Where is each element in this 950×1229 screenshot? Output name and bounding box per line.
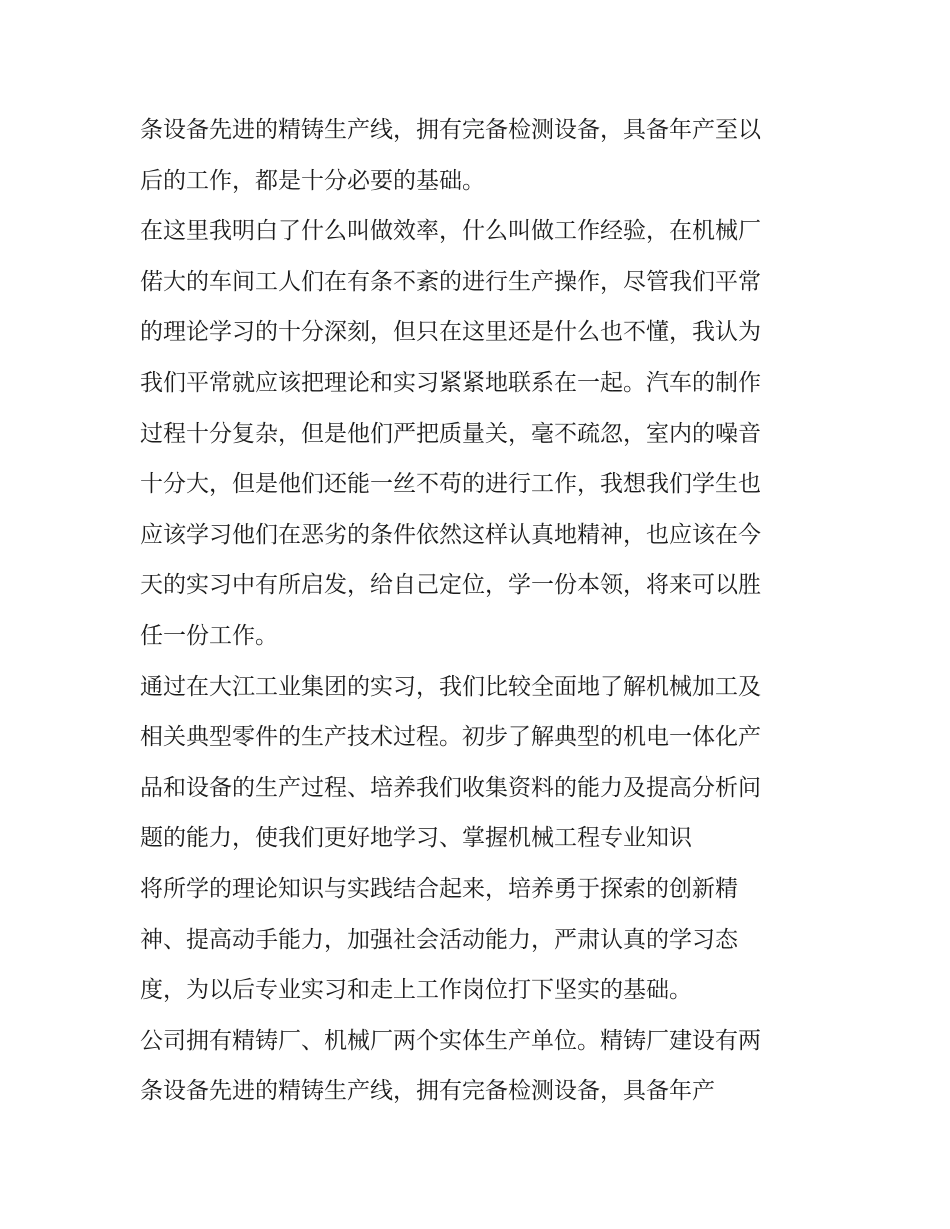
text-line: 神、提高动手能力，加强社会活动能力，严肃认真的学习态: [140, 926, 738, 953]
text-line: 十分大，但是他们还能一丝不苟的进行工作，我想我们学生也: [140, 471, 761, 498]
text-line: 在这里我明白了什么叫做效率，什么叫做工作经验，在机械厂: [140, 218, 761, 245]
text-line: 度，为以后专业实习和走上工作岗位打下坚实的基础。: [140, 977, 692, 1004]
text-line: 的理论学习的十分深刻，但只在这里还是什么也不懂，我认为: [140, 319, 761, 346]
text-line: 通过在大江工业集团的实习，我们比较全面地了解机械加工及: [140, 673, 761, 700]
text-line: 公司拥有精铸厂、机械厂两个实体生产单位。精铸厂建设有两: [140, 1027, 761, 1054]
text-line: 条设备先进的精铸生产线，拥有完备检测设备，具备年产: [140, 1078, 715, 1105]
text-line: 过程十分复杂，但是他们严把质量关，毫不疏忽，室内的噪音: [140, 420, 761, 447]
text-line: 条设备先进的精铸生产线，拥有完备检测设备，具备年产至以: [140, 117, 761, 143]
text-line: 天的实习中有所启发，给自己定位，学一份本领，将来可以胜: [140, 572, 761, 599]
text-line: 将所学的理论知识与实践结合起来，培养勇于探索的创新精: [140, 875, 738, 902]
text-line: 偌大的车间工人们在有条不紊的进行生产操作，尽管我们平常: [140, 268, 761, 295]
text-line: 任一份工作。: [140, 622, 278, 649]
text-line: 我们平常就应该把理论和实习紧紧地联系在一起。汽车的制作: [140, 369, 761, 396]
text-line: 应该学习他们在恶劣的条件依然这样认真地精神，也应该在今: [140, 521, 761, 548]
text-line: 题的能力，使我们更好地学习、掌握机械工程专业知识: [140, 825, 692, 852]
text-line: 品和设备的生产过程、培养我们收集资料的能力及提高分析问: [140, 774, 761, 801]
body-text: [140, 105, 820, 1117]
text-line: 后的工作，都是十分必要的基础。: [140, 167, 485, 194]
text-line: 相关典型零件的生产技术过程。初步了解典型的机电一体化产: [140, 724, 761, 751]
